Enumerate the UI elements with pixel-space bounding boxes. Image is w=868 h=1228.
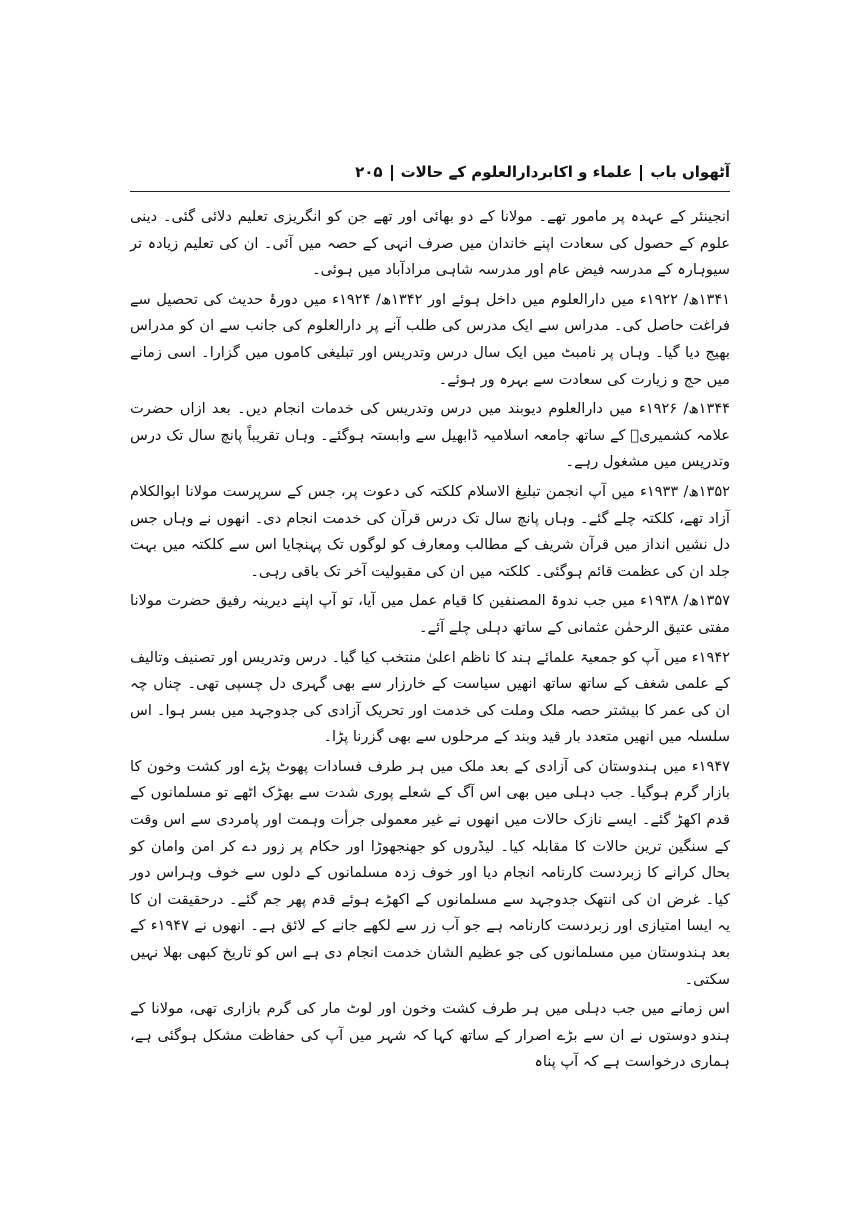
page-body <box>130 204 730 1076</box>
chapter-label: آٹھواں باب <box>650 163 730 181</box>
chapter-title: علماء و اکابردارالعلوم کے حالات <box>400 163 633 181</box>
paragraph: ۱۳۴۱ھ/ ۱۹۲۲ء میں دارالعلوم میں داخل ہوئے اور ۱۳۴۲ھ/ ۱۹۲۴ء میں دورۂ حدیث کی تحصیل سے فراغت حاصل کی۔ مدراس سے ایک مدرس کی طلب آنے پر دارالعلوم کی جانب سے ان کو مدراس بھیج دیا گیا۔ وہاں پر نامبٹ میں ایک سال درس وتدریس اور تبلیغی کاموں میں گزارا۔ اسی زمانے میں حج و زیارت کی سعادت سے بہرہ ور ہوئے۔ <box>130 290 731 388</box>
paragraph: اس زمانے میں جب دہلی میں ہر طرف کشت وخون اور لوٹ مار کی گرم بازاری تھی، مولانا کے ہندو دوستوں نے ان سے بڑے اصرار کے ساتھ کہا کہ شہر میں آپ کی حفاظت مشکل ہوگئی ہے، ہماری درخواست ہے کہ آپ پناہ <box>130 1000 730 1071</box>
running-header <box>130 158 730 186</box>
paragraph: ۱۹۴۷ء میں ہندوستان کی آزادی کے بعد ملک میں ہر طرف فسادات پھوٹ پڑے اور کشت وخون کا بازار گرم ہوگیا۔ جب دہلی میں بھی اس آگ کے شعلے پوری شدت سے بھڑک اٹھے تو مسلمانوں کے قدم اکھڑ گئے۔ ایسے نازک حالات میں انھوں نے غیر معمولی جرأت وہمت اور پامردی سے اس وقت کے سنگین ترین حالات کا مقابلہ کیا۔ لیڈروں کو جھنجھوڑا اور حکام پر زور دے کر امن وامان کو بحال کرانے کا زبردست کارنامہ انجام دیا اور خوف زدہ مسلمانوں کے دلوں سے خوف وہراس دور کیا۔ غرض ان کی انتھک جدوجہد سے مسلمانوں کے اکھڑے ہوئے قدم پھر جم گئے۔ درحقیقت ان کا یہ ایسا امتیازی اور زبردست کارنامہ ہے جو آب زر سے لکھے جانے کے لائق ہے۔ انھوں نے ۱۹۴۷ء کے بعد ہندوستان میں مسلمانوں کی جو عظیم الشان خدمت انجام دی ہے اس کو تاریخ کبھی بھلا نہیں سکتی۔ <box>130 757 731 988</box>
page-number: ۲۰۵ <box>355 163 383 181</box>
paragraph: انجینئر کے عہدہ پر مامور تھے۔ مولانا کے دو بھائی اور تھے جن کو انگریزی تعلیم دلائی گئی۔ دینی علوم کے حصول کی سعادت اپنے خاندان میں صرف انہی کے حصہ میں آئی۔ ان کی تعلیم زیادہ تر سیوہارہ کے مدرسہ فیض عام اور مدرسہ شاہی مرادآباد میں ہوئی۔ <box>130 208 730 279</box>
header-separator <box>640 165 642 181</box>
header-title-group <box>355 163 730 181</box>
header-rule <box>130 191 730 192</box>
paragraph: ۱۳۵۷ھ/ ۱۹۳۸ء میں جب ندوۃ المصنفین کا قیام عمل میں آیا، تو آپ اپنے دیرینہ رفیق حضرت مولانا مفتی عتیق الرحمٰن عثمانی کے ساتھ دہلی چلے آئے۔ <box>130 592 730 636</box>
paragraph: ۱۹۴۲ء میں آپ کو جمعیۃ علمائے ہند کا ناظم اعلیٰ منتخب کیا گیا۔ درس وتدریس اور تصنیف وتالیف کے علمی شغف کے ساتھ ساتھ انھیں سیاست کے خارزار سے بھی گہری دل چسپی تھی۔ چناں چہ ان کی عمر کا بیشتر حصہ ملک وملت کی خدمت اور تحریک آزادی کی جدوجہد میں بسر ہوا۔ اس سلسلہ میں انھیں متعدد بار قید وبند کے مرحلوں سے بھی گزرنا پڑا۔ <box>130 648 730 746</box>
paragraph: ۱۳۵۲ھ/ ۱۹۳۳ء میں آپ انجمن تبلیغ الاسلام کلکتہ کی دعوت پر، جس کے سرپرست مولانا ابوالکلام آزاد تھے، کلکتہ چلے گئے۔ وہاں پانچ سال تک درس قرآن کی خدمت انجام دی۔ انھوں نے وہاں جس دل نشیں انداز میں قرآن شریف کے مطالب ومعارف کو لوگوں تک پہنچایا اس سے کلکتہ میں بہت جلد ان کی عظمت قائم ہوگئی۔ کلکتہ میں ان کی مقبولیت آخر تک باقی رہی۔ <box>130 482 730 580</box>
paragraph: ۱۳۴۴ھ/ ۱۹۲۶ء میں دارالعلوم دیوبند میں درس وتدریس کی خدمات انجام دیں۔ بعد ازاں حضرت علامہ کشمیریؒ کے ساتھ جامعہ اسلامیہ ڈابھیل سے وابستہ ہوگئے۔ وہاں تقریباً پانچ سال تک درس وتدریس میں مشغول رہے۔ <box>130 400 731 471</box>
header-separator <box>391 165 393 181</box>
